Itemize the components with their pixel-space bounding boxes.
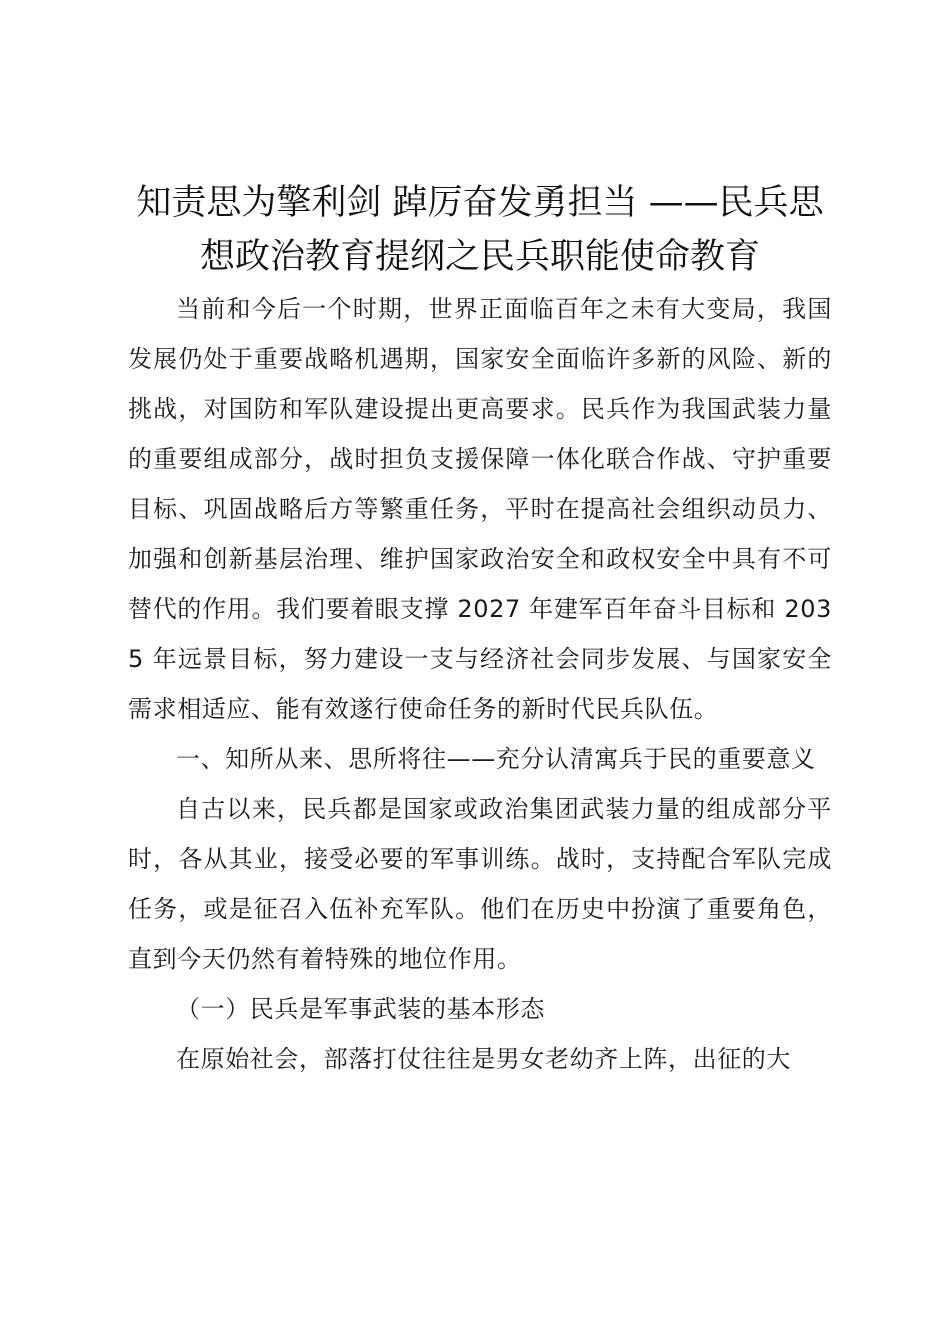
intro-paragraph: 当前和今后一个时期，世界正面临百年之未有大变局，我国发展仍处于重要战略机遇期，国家安全面临许多新的风险、新的挑战，对国防和军队建设提出更高要求。民兵作为我国武装力量的重要组成部分，战时担负支援保障一体化联合作战、守护重要目标、巩固战略后方等繁重任务，平时在提高社会组织动员力、加强和创新基层治理、维护国家政治安全和政权安全中具有不可替代的作用。我们要着眼支撑 2027 年建军百年奋斗目标和 2035 年远景目标，努力建设一支与经济社会同步发展、与国家安全需求相适应、能有效遂行使命任务的新时代民兵队伍。 [128, 295, 832, 723]
subsection-heading-1: （一）民兵是军事武装的基本形态 [176, 995, 545, 1023]
section-heading-1: 一、知所从来、思所将往——充分认清寓兵于民的重要意义 [176, 745, 816, 773]
subsection-1-paragraph: 在原始社会，部落打仗往往是男女老幼齐上阵，出征的大 [176, 1045, 791, 1073]
document-page [128, 176, 832, 1084]
section-1-paragraph: 自古以来，民兵都是国家或政治集团武装力量的组成部分平时，各从其业，接受必要的军事训练。战时，支持配合军队完成任务，或是征召入伍补充军队。他们在历史中扮演了重要角色，直到今天仍然有着特殊的地位作用。 [128, 795, 832, 973]
title-line-2: 想政治教育提纲之民兵职能使命教育 [199, 237, 760, 277]
document-title [128, 176, 832, 284]
title-line-1: 知责思为擎利剑 踔厉奋发勇担当 ——民兵思 [136, 183, 824, 223]
